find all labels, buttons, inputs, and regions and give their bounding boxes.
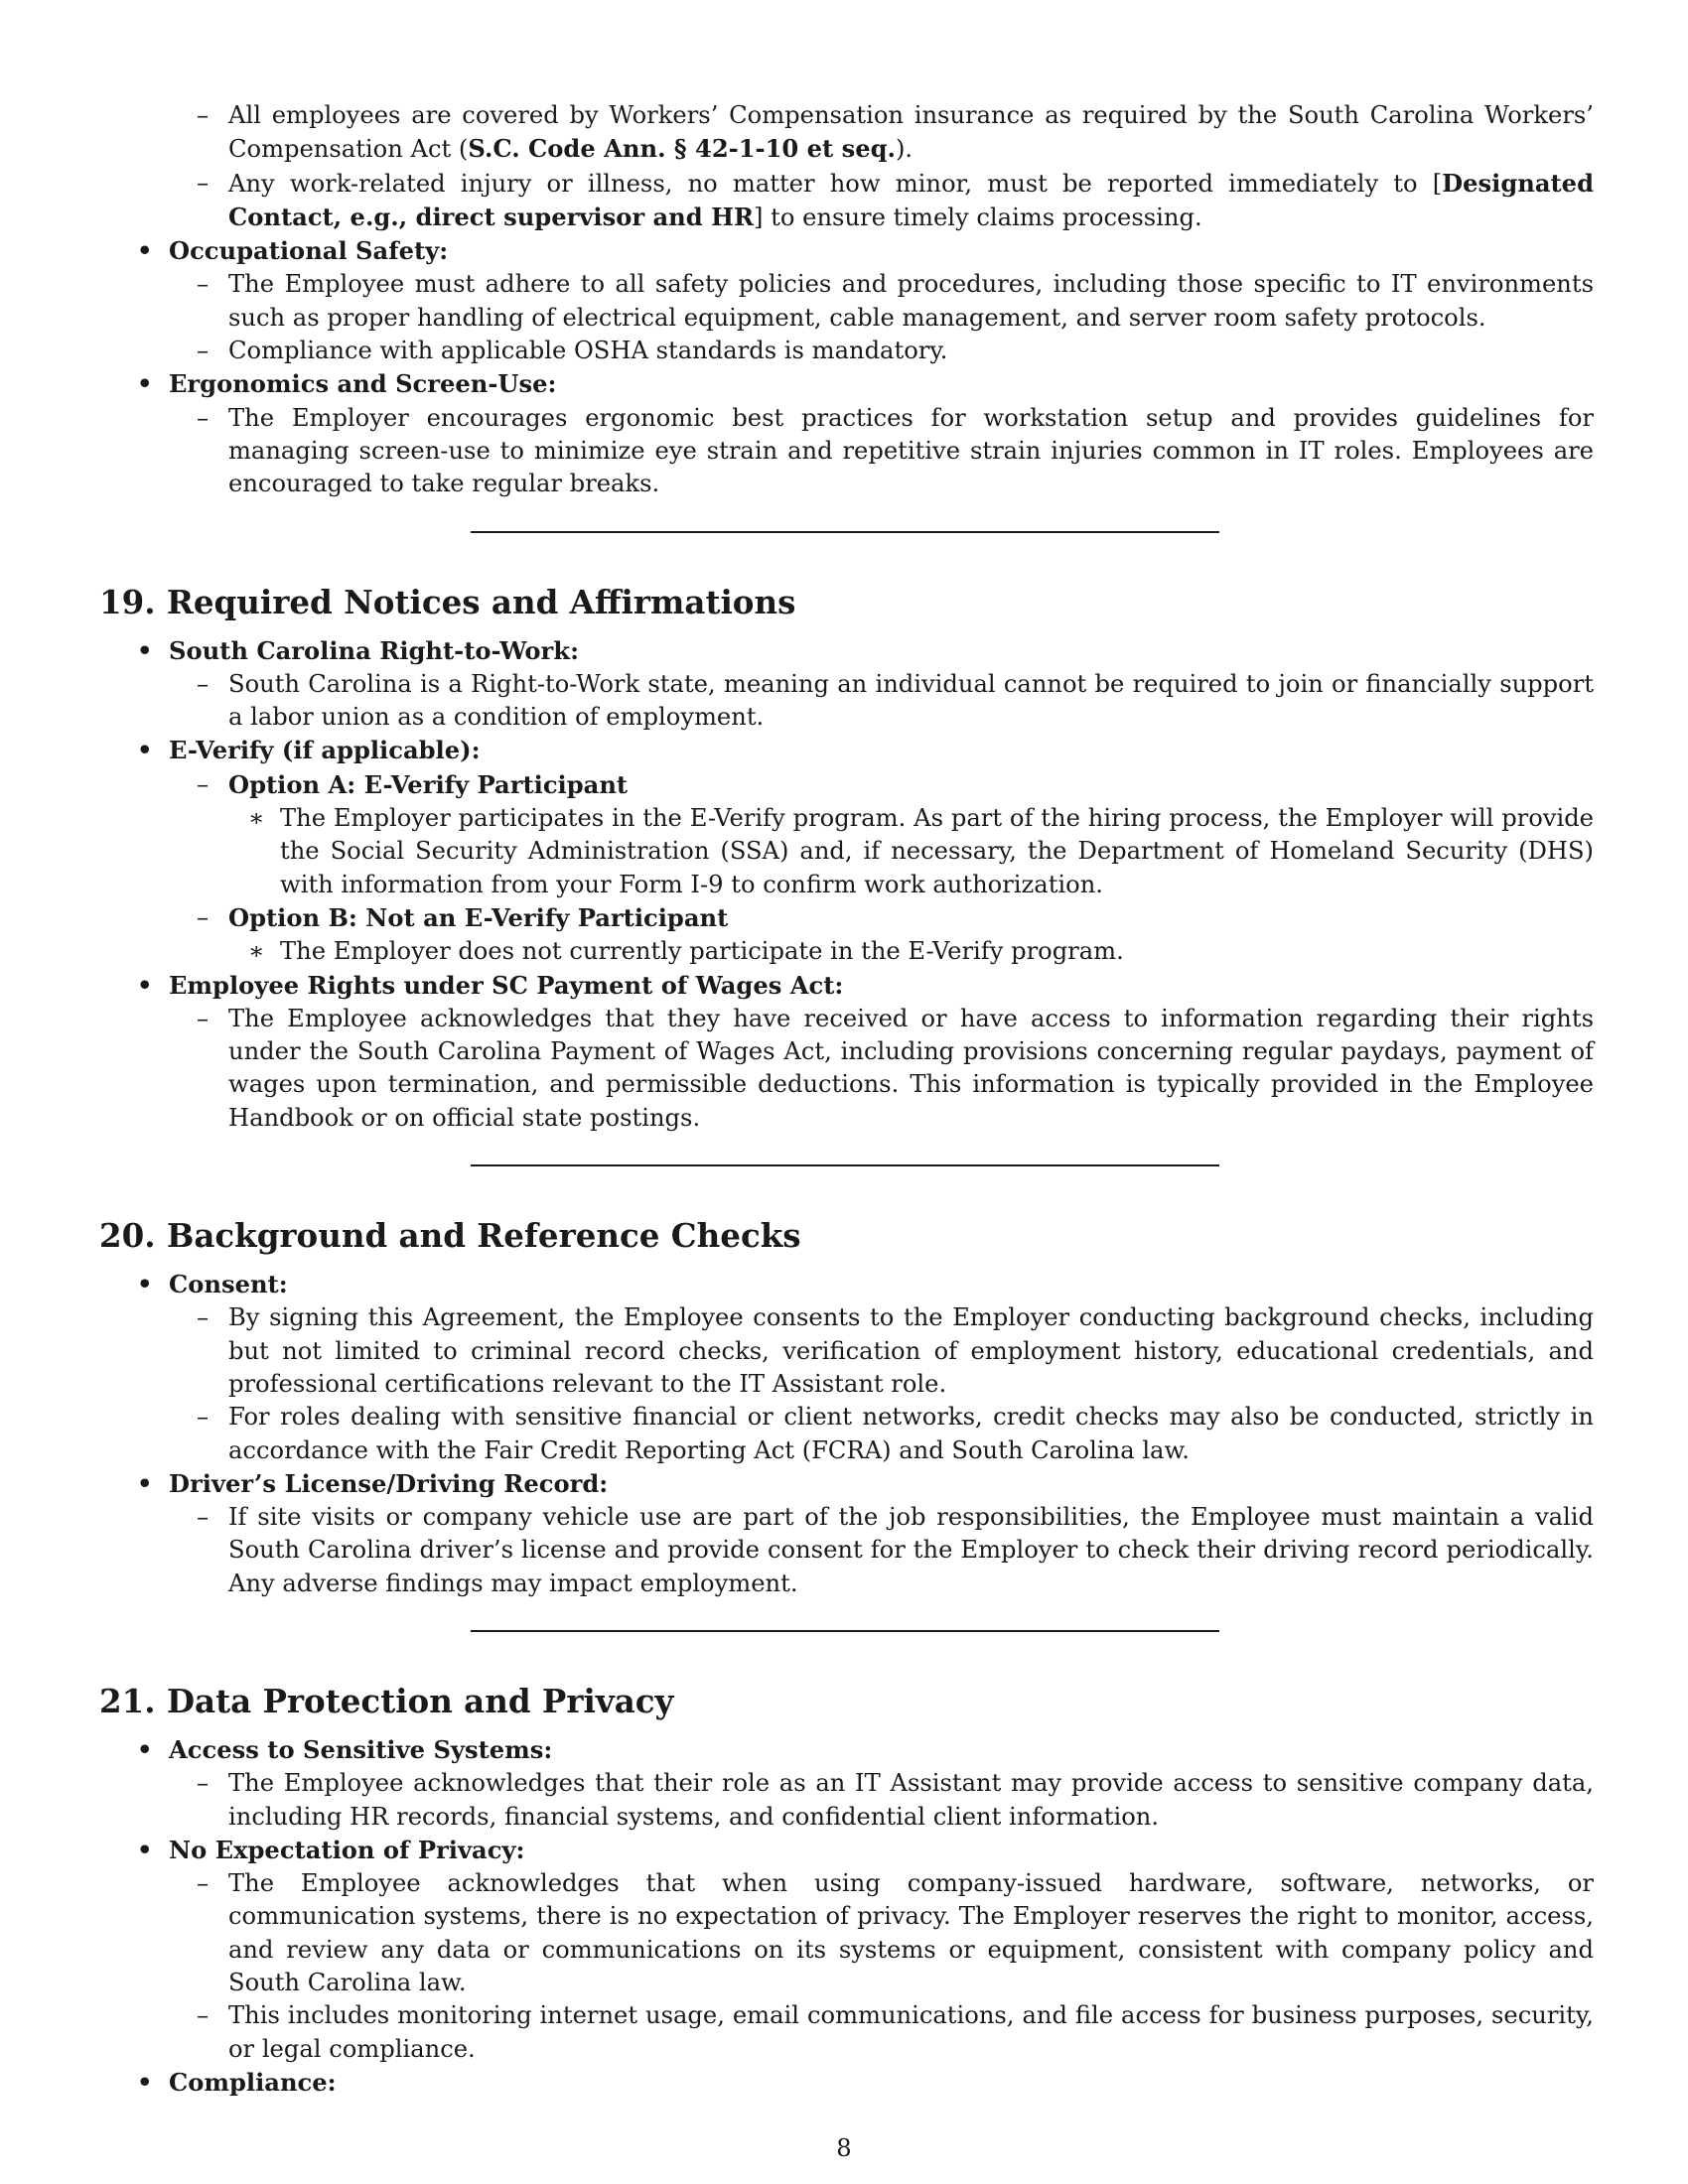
list-item	[99, 802, 1594, 901]
list-item	[99, 1003, 1594, 1135]
list-item	[99, 668, 1594, 735]
dash-marker: –	[197, 1503, 210, 1532]
item-title: Occupational Safety:	[169, 236, 449, 266]
item-title: Consent:	[169, 1270, 288, 1299]
bullet-marker: •	[137, 635, 153, 665]
item-title: South Carolina Right-to-Work:	[169, 635, 579, 665]
dash-marker: –	[197, 669, 210, 698]
list-item	[99, 1401, 1594, 1467]
section-heading: 20. Background and Reference Checks	[99, 1216, 801, 1256]
list-item	[99, 969, 1594, 1003]
dash-marker: –	[197, 337, 210, 365]
dash-marker: –	[197, 1769, 210, 1798]
dash-marker: –	[197, 101, 210, 129]
option-title: Option B: Not an E-Verify Participant	[228, 902, 729, 932]
item-text: By signing this Agreement, the Employee consents to the Employer conducting background checks, including but not limited to criminal record checks, verification of employment history, educational credentials, and professional certifications relevant to the IT Assistant role.	[228, 1303, 1594, 1398]
list-item	[99, 167, 1594, 235]
item-text: The Employer does not currently participate in the E-Verify program.	[280, 937, 1124, 966]
bullet-marker: •	[137, 1270, 153, 1299]
item-text: If site visits or company vehicle use are part of the job responsibilities, the Employee must maintain a valid South Carolina driver’s license and provide consent for the Employer to check their driving record periodically. Any adverse findings may impact employment.	[228, 1503, 1594, 1597]
item-text: The Employee acknowledges that they have received or have access to information regarding their rights under the South Carolina Payment of Wages Act, including provisions concerning regular paydays, payment of wages upon termination, and permissible deductions. This information is typically provided in the Employee Handbook or on official state postings.	[228, 1004, 1594, 1132]
dash-marker: –	[197, 270, 210, 299]
bullet-marker: •	[137, 970, 153, 1000]
list-item	[99, 1767, 1594, 1834]
item-text: The Employer participates in the E-Verify program. As part of the hiring process, the Employer will provide the Social Security Administration (SSA) and, if necessary, the Department of Homeland Security (DHS) with information from your Form I-9 to confirm work authorization.	[280, 804, 1594, 898]
item-title: Compliance:	[169, 2067, 337, 2097]
item-title: Employee Rights under SC Payment of Wages Act:	[169, 970, 844, 1000]
list-item	[99, 1834, 1594, 1867]
list-item	[99, 768, 1594, 802]
list-item	[99, 234, 1594, 268]
list-item	[99, 1999, 1594, 2066]
page-number: 8	[836, 2134, 852, 2162]
item-title: Ergonomics and Screen-Use:	[169, 369, 557, 399]
dash-marker: –	[197, 1869, 210, 1898]
list-item	[99, 1733, 1594, 1767]
item-text: This includes monitoring internet usage, email communications, and file access for business purposes, security, or legal compliance.	[228, 2001, 1594, 2063]
list-item	[99, 1268, 1594, 1301]
section-divider	[471, 531, 1219, 533]
item-text: The Employee must adhere to all safety policies and procedures, including those specific to IT environments such as proper handling of electrical equipment, cable management, and server room safety protocols.	[228, 270, 1594, 332]
list-item	[99, 901, 1594, 935]
list-item	[99, 335, 1594, 367]
dash-marker: –	[197, 168, 210, 197]
dash-marker: –	[197, 1303, 210, 1332]
list-item	[99, 634, 1594, 668]
list-item	[99, 99, 1594, 167]
bullet-marker: •	[137, 1734, 153, 1764]
bullet-marker: •	[137, 1468, 153, 1498]
item-text: The Employer encourages ergonomic best practices for workstation setup and provides guidelines for managing screen-use to minimize eye strain and repetitive strain injuries common in IT roles. Employees are encouraged to take regular breaks.	[228, 403, 1594, 498]
list-item	[99, 2066, 1594, 2100]
list-item	[99, 1301, 1594, 1401]
list-item	[99, 1501, 1594, 1600]
list-item	[99, 734, 1594, 767]
section-heading: 19. Required Notices and Affirmations	[99, 582, 796, 621]
star-marker: ∗	[248, 804, 265, 833]
page-content	[99, 99, 1594, 2100]
bullet-marker: •	[137, 736, 153, 765]
item-text: Compliance with applicable OSHA standards is mandatory.	[228, 337, 948, 365]
option-title: Option A: E-Verify Participant	[228, 769, 629, 799]
list-item	[99, 367, 1594, 401]
dash-marker: –	[197, 403, 210, 432]
item-text: ] to ensure timely claims processing.	[754, 203, 1202, 231]
star-marker: ∗	[248, 937, 265, 966]
list-item	[99, 1467, 1594, 1501]
item-text: Any work-related injury or illness, no matter how minor, must be reported immediately to [	[228, 169, 1443, 198]
section-heading: 21. Data Protection and Privacy	[99, 1681, 674, 1720]
list-item	[99, 935, 1594, 968]
item-title: No Expectation of Privacy:	[169, 1835, 525, 1864]
item-title: E-Verify (if applicable):	[169, 736, 481, 765]
item-text: All employees are covered by Workers’ Compensation insurance as required by the South Carolina Workers’ Compensation Act (	[228, 101, 1594, 164]
item-title: Driver’s License/Driving Record:	[169, 1468, 609, 1498]
bullet-marker: •	[137, 236, 153, 266]
dash-marker: –	[197, 1403, 210, 1432]
item-text: ).	[895, 135, 914, 164]
list-item	[99, 402, 1594, 501]
statute-citation: S.C. Code Ann. § 42-1-10 et seq.	[468, 134, 896, 164]
item-text: The Employee acknowledges that when using company-issued hardware, software, networks, or communication systems, there is no expectation of privacy. The Employer reserves the right to monitor, access, and review any data or communications on its systems or equipment, consistent with company policy and South Carolina law.	[228, 1869, 1594, 1997]
list-item	[99, 1867, 1594, 1999]
dash-marker: –	[197, 902, 210, 931]
section-divider	[471, 1164, 1219, 1166]
bullet-marker: •	[137, 2067, 153, 2097]
list-item	[99, 268, 1594, 335]
dash-marker: –	[197, 1004, 210, 1032]
item-text: The Employee acknowledges that their role as an IT Assistant may provide access to sensitive company data, including HR records, financial systems, and confidential client information.	[228, 1769, 1594, 1831]
bullet-marker: •	[137, 1835, 153, 1864]
designated-contact: Designated Contact, e.g., direct supervisor and HR	[228, 168, 1594, 231]
bullet-marker: •	[137, 369, 153, 399]
dash-marker: –	[197, 2001, 210, 2030]
item-title: Access to Sensitive Systems:	[169, 1734, 553, 1764]
item-text: For roles dealing with sensitive financial or client networks, credit checks may also be conducted, strictly in accordance with the Fair Credit Reporting Act (FCRA) and South Carolina law.	[228, 1403, 1594, 1464]
section-divider	[471, 1630, 1219, 1632]
dash-marker: –	[197, 769, 210, 798]
item-text: South Carolina is a Right-to-Work state, meaning an individual cannot be required to join or financially support a labor union as a condition of employment.	[228, 669, 1594, 732]
